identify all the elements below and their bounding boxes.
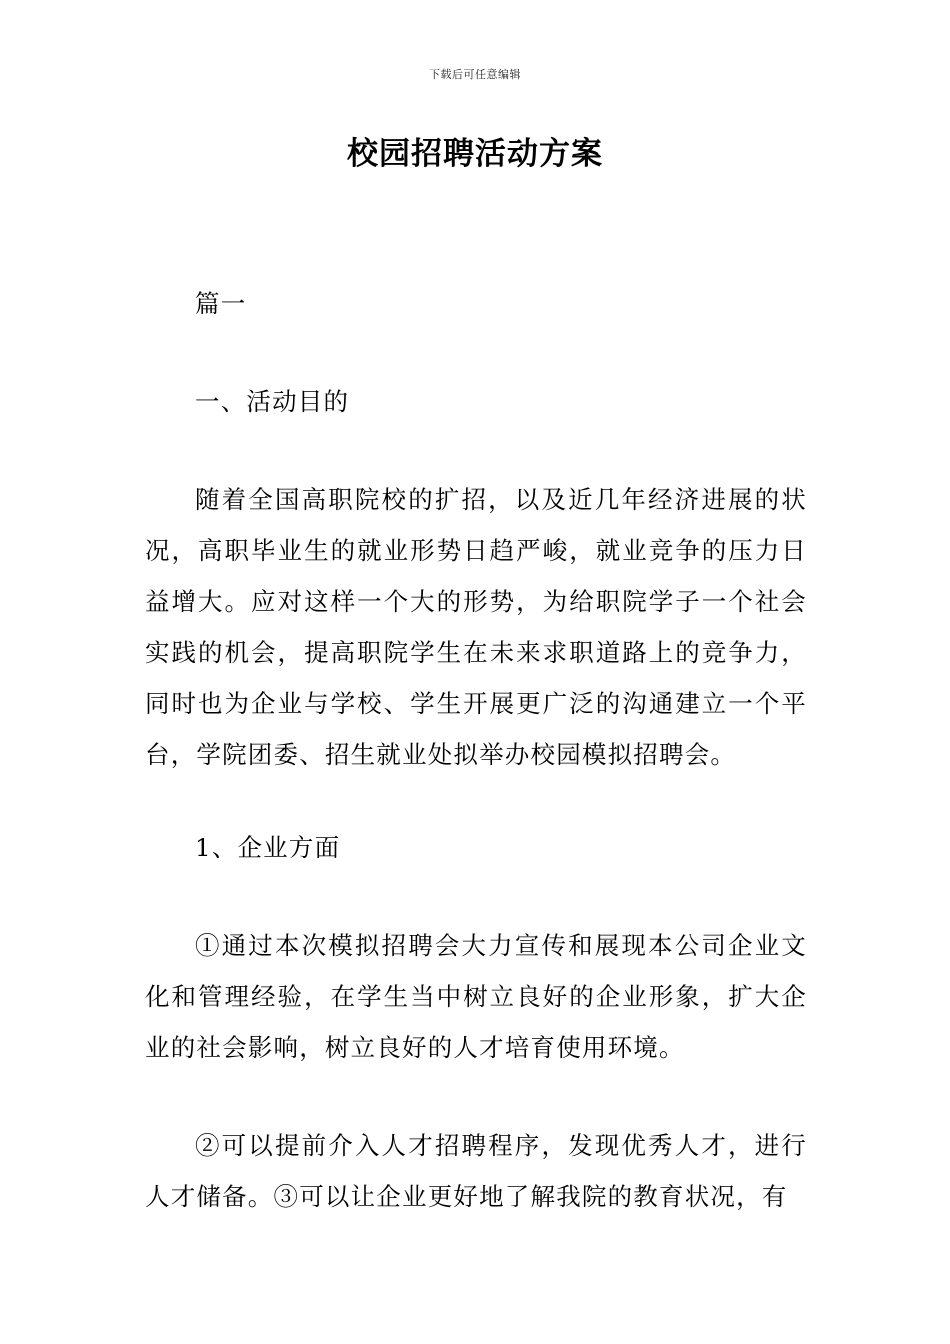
paragraph-text: ①通过本次模拟招聘会大力宣传和展现本公司企业文化和管理经验，在学生当中树立良好的企业形象，扩大企业的社会影响，树立良好的人才培育使用环境。 — [145, 931, 807, 1062]
paragraph-text: 随着全国高职院校的扩招，以及近几年经济进展的状况，高职毕业生的就业形势日趋严峻，就业竞争的压力日益增大。应对这样一个大的形势，为给职院学子一个社会实践的机会，提高职院学生在未来求职道路上的竞争力，同时也为企业与学校、学生开展更广泛的沟通建立一个平台，学院团委、招生就业处拟举办校园模拟招聘会。 — [145, 485, 807, 769]
section-label: 篇一 — [195, 289, 247, 318]
paragraph-enterprise-benefits — [145, 920, 807, 1073]
paragraph-enterprise-recruitment — [145, 1120, 807, 1222]
document-title: 校园招聘活动方案 — [347, 136, 603, 172]
heading-activity-purpose: 一、活动目的 — [195, 387, 350, 416]
header-note: 下载后可任意编辑 — [429, 68, 521, 81]
paragraph-text: ②可以提前介入人才招聘程序，发现优秀人才，进行人才储备。③可以让企业更好地了解我院的教育状况，有 — [145, 1131, 807, 1211]
subheading-enterprise: 1、企业方面 — [195, 833, 341, 862]
paragraph-purpose — [145, 474, 807, 780]
